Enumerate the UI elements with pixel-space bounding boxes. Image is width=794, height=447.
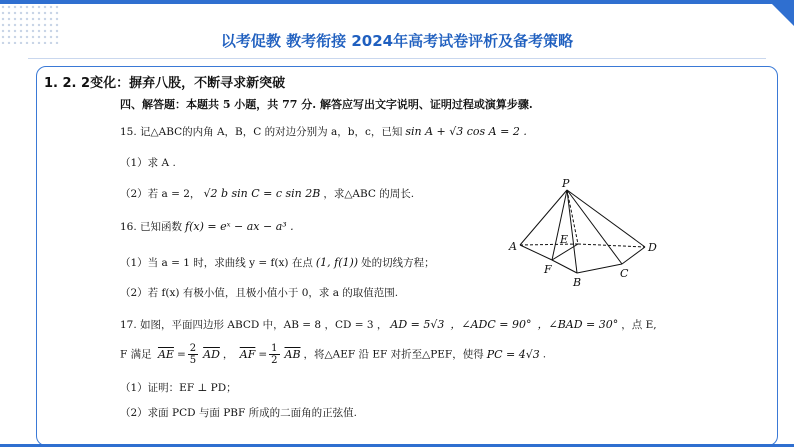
label-B: B: [573, 276, 582, 289]
q17-ae-vector: $\overline{AE}$: [157, 347, 174, 361]
q17-af-numerator: 1: [271, 343, 278, 354]
q15-part2-text: （2）若 a = 2，: [120, 188, 201, 200]
slide-title: 以考促教 教考衔接 2024年高考试卷评析及备考策略: [220, 32, 574, 50]
q17-af-denominator: 2: [271, 355, 278, 366]
q17-af-fraction: [269, 343, 279, 366]
q17-af-vector: $\overline{AF}$: [239, 347, 256, 361]
q16-part1-formula: (1, f(1)): [315, 256, 359, 269]
q17-pc-formula: PC = 4√3: [486, 347, 540, 361]
q15-stem-formula: sin A + √3 cos A = 2 .: [405, 125, 527, 138]
q15-part2: [120, 186, 414, 201]
q15-part2-formula: √2 b sin C = c sin 2B: [203, 187, 321, 200]
q17-condition-text: F 满足: [120, 348, 152, 361]
q17-ad-vector: $\overline{AD}$: [203, 347, 220, 361]
edge-FB: [552, 260, 577, 273]
q17-adc-formula: ，∠ADC = 90°: [450, 318, 532, 331]
pyramid-figure: [500, 176, 670, 294]
label-C: C: [620, 267, 629, 280]
q15-part1: （1）求 A .: [120, 157, 176, 169]
section-heading: 四、解答题：本题共 5 小题，共 77 分. 解答应写出文字说明、证明过程或演算步骤.: [120, 98, 533, 111]
q15-part2-suffix: ，求△ABC 的周长.: [323, 188, 415, 200]
q16-stem-formula: f(x) = eˣ − ax − a³ .: [185, 220, 294, 233]
q17-part1: （1）证明：EF ⊥ PD；: [120, 382, 237, 394]
edge-CD: [622, 247, 645, 264]
q16-part2: （2）若 f(x) 有极小值，且极小值小于 0，求 a 的取值范围.: [120, 287, 399, 299]
edge-PF: [552, 190, 567, 260]
label-A: A: [509, 240, 517, 253]
q17-ae-numerator: 2: [189, 343, 197, 354]
edge-BC: [577, 264, 622, 273]
q16-part1-text: （1）当 a = 1 时，求曲线 y = f(x) 在点: [120, 257, 313, 269]
q16-part1-suffix: 处的切线方程；: [361, 257, 435, 269]
label-F: F: [544, 263, 552, 276]
edge-ED: [578, 244, 645, 247]
q17-stem: [120, 316, 657, 332]
q17-condition: F 满足 $\overline{AE}$ = $\frac{2}{5}$ $\overline{AD}$ ， $\overline{AF}$ = $\frac{1}{2}$ $\overline{AB}$ ，将△AEF 沿 EF 对折至△PEF，使得 PC = 4√3 .: [120, 343, 547, 366]
edge-PD: [567, 190, 645, 247]
edge-PC: [567, 190, 622, 264]
edge-AF: [520, 245, 552, 260]
q17-stem-text: 17. 如图，平面四边形 ABCD 中，AB = 8 ，CD = 3 ，: [120, 319, 388, 331]
q16-stem-text: 16. 已知函数: [120, 221, 183, 233]
title-divider: [28, 58, 766, 59]
q17-ad-formula: AD = 5√3: [390, 318, 445, 331]
q15-stem-text: 15. 记△ABC的内角 A，B，C 的对边分别为 a，b，c，已知: [120, 126, 403, 138]
top-accent-bar: [0, 0, 794, 4]
section-subtitle: 1. 2. 2变化：摒弃八股，不断寻求新突破: [44, 76, 286, 91]
q16-stem: [120, 219, 297, 234]
label-D: D: [648, 241, 657, 254]
q17-part2: （2）求面 PCD 与面 PBF 所成的二面角的正弦值.: [120, 407, 357, 419]
edge-AE: [520, 244, 578, 245]
q17-bad-formula: ，∠BAD = 30°: [537, 318, 619, 331]
label-E: E: [560, 233, 569, 246]
q17-ae-denominator: 5: [189, 355, 197, 366]
q16-part1: [120, 255, 435, 270]
q17-condition-suffix: ，将△AEF 沿 EF 对折至△PEF，使得: [303, 348, 484, 361]
q17-ae-fraction: [188, 343, 198, 366]
corner-decoration: [772, 4, 794, 26]
q17-ab-vector: $\overline{AB}$: [284, 347, 301, 361]
q17-stem-suffix: ，点 E,: [621, 319, 657, 331]
q15-stem: [120, 124, 530, 139]
label-P: P: [562, 177, 570, 190]
